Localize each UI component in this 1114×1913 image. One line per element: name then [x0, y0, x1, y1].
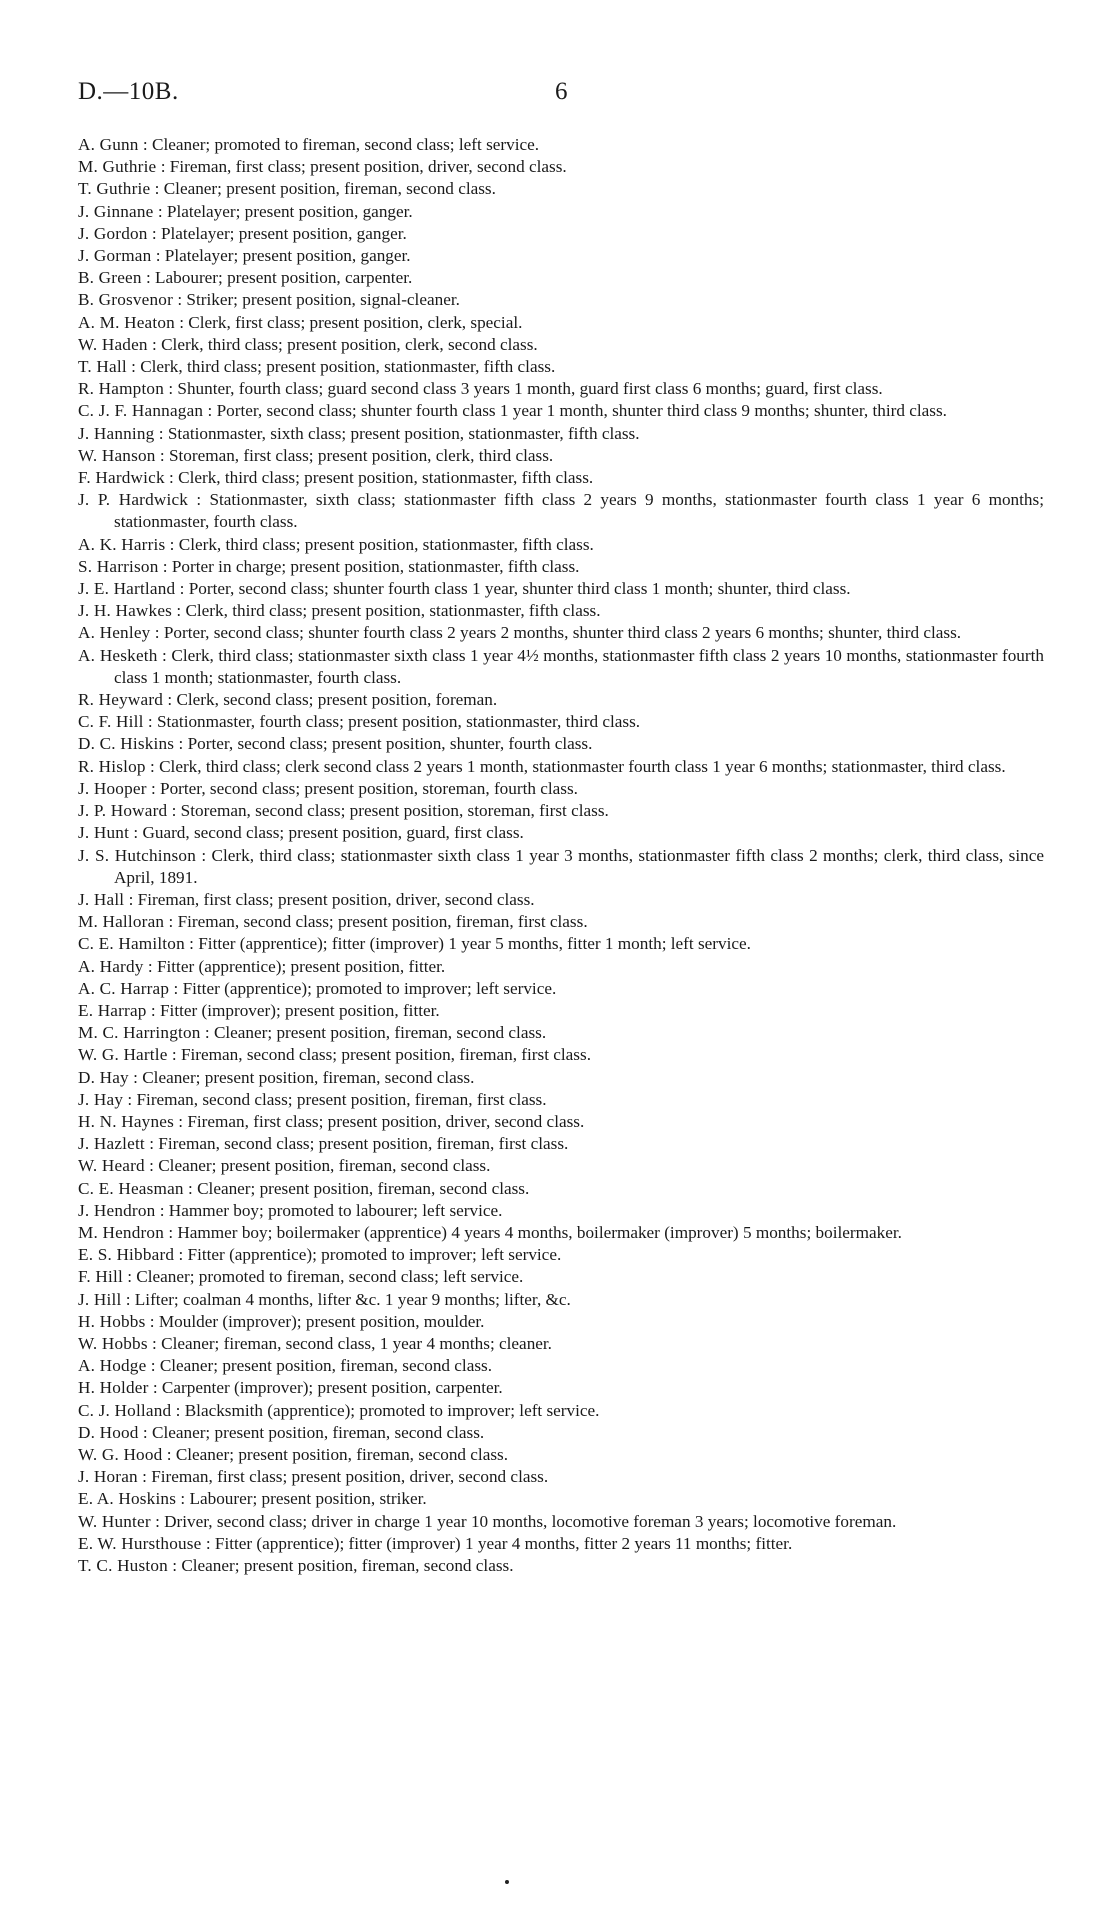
staff-entry: J. P. Howard : Storeman, second class; present position, storeman, first class. [78, 801, 609, 821]
staff-record: Cleaner; present position, fireman, second class. [175, 1444, 509, 1464]
staff-entry: A. Henley : Porter, second class; shunter fourth class 2 years 2 months, shunter third class 2 years 6 months; shunter, third class. [78, 623, 962, 643]
staff-name: J. S. Hutchinson [78, 845, 197, 865]
staff-name: C. J. F. Hannagan [78, 401, 204, 421]
staff-record: Fireman, first class; present position, driver, second class. [151, 1467, 549, 1487]
staff-name: C. J. Holland [78, 1400, 172, 1420]
staff-record: Driver, second class; driver in charge 1 year 10 months, locomotive foreman 3 years; locomotive foreman. [164, 1511, 897, 1531]
staff-name: J. Horan [78, 1467, 138, 1487]
staff-name: F. Hardwick [78, 468, 165, 488]
staff-record: Lifter; coalman 4 months, lifter &c. 1 year 9 months; lifter, &c. [134, 1289, 571, 1309]
staff-name: D. Hood [78, 1422, 139, 1442]
staff-record: Cleaner; present position, fireman, second class. [151, 1422, 485, 1442]
staff-name: S. Harrison [78, 556, 159, 576]
staff-record: Hammer boy; boilermaker (apprentice) 4 years 4 months, boilermaker (improver) 5 months; boilermaker. [177, 1222, 902, 1242]
staff-name: R. Hislop [78, 756, 146, 776]
staff-entry: C. F. Hill : Stationmaster, fourth class; present position, stationmaster, third class. [78, 712, 641, 732]
staff-record: Porter, second class; shunter fourth class 2 years 2 months, shunter third class 2 years 6 months; shunter, third class. [163, 623, 962, 643]
staff-name: E. A. Hoskins [78, 1489, 177, 1509]
staff-record: Clerk, third class; stationmaster sixth class 1 year 4½ months, stationmaster fifth class 2 years 10 months, stationmaster fourth class 1 month; stationmaster, fourth class. [114, 645, 1044, 687]
staff-entry: J. Hall : Fireman, first class; present position, driver, second class. [78, 889, 535, 909]
staff-name: T. C. Huston [78, 1556, 168, 1575]
staff-record: Cleaner; present position, fireman, second class. [142, 1067, 475, 1087]
staff-name: J. Hall [78, 889, 125, 909]
staff-entry: J. Gorman : Platelayer; present position, ganger. [78, 246, 411, 266]
staff-name: J. P. Hardwick [78, 490, 189, 510]
staff-record: Blacksmith (apprentice); promoted to improver; left service. [184, 1400, 600, 1420]
staff-record: Stationmaster, fourth class; present position, stationmaster, third class. [156, 712, 641, 732]
staff-name: J. Hunt [78, 823, 130, 843]
staff-name: A. K. Harris [78, 534, 166, 554]
staff-entry: J. Gordon : Platelayer; present position, ganger. [78, 223, 407, 243]
staff-entry: W. Haden : Clerk, third class; present position, clerk, second class. [78, 334, 538, 354]
staff-entry: W. G. Hood : Cleaner; present position, fireman, second class. [78, 1444, 509, 1464]
staff-name: J. E. Hartland [78, 579, 176, 599]
staff-name: R. Hampton [78, 379, 165, 399]
staff-entry: J. Hill : Lifter; coalman 4 months, lifter &c. 1 year 9 months; lifter, &c. [78, 1289, 571, 1309]
staff-entry: A. Hesketh : Clerk, third class; stationmaster sixth class 1 year 4½ months, stationmaster fifth class 2 years 10 months, stationmaster fourth class 1 month; stationmaster, fourth class. [78, 645, 1044, 687]
staff-name: J. Hooper [78, 778, 147, 798]
staff-entry: J. Hazlett : Fireman, second class; present position, fireman, first class. [78, 1134, 569, 1154]
staff-name: J. Hill [78, 1289, 122, 1309]
staff-entry: B. Grosvenor : Striker; present position, signal-cleaner. [78, 290, 460, 310]
staff-entry: W. Hunter : Driver, second class; driver in charge 1 year 10 months, locomotive foreman 3 years; locomotive foreman. [78, 1511, 897, 1531]
staff-name: A. Hardy [78, 956, 144, 976]
staff-record: Shunter, fourth class; guard second class 3 years 1 month, guard first class 6 months; guard, first class. [177, 379, 883, 399]
staff-entry: D. Hay : Cleaner; present position, fireman, second class. [78, 1067, 475, 1087]
staff-record: Clerk, third class; clerk second class 2 years 1 month, stationmaster fourth class 1 year 6 months; stationmaster, third class. [159, 756, 1006, 776]
staff-entry: E. S. Hibbard : Fitter (apprentice); promoted to improver; left service. [78, 1245, 562, 1265]
staff-name: W. Hunter [78, 1511, 151, 1531]
staff-entry: J. Horan : Fireman, first class; present position, driver, second class. [78, 1467, 549, 1487]
staff-entry: J. Ginnane : Platelayer; present position, ganger. [78, 201, 413, 221]
staff-record: Hammer boy; promoted to labourer; left service. [168, 1200, 503, 1220]
staff-entry: W. Hobbs : Cleaner; fireman, second class, 1 year 4 months; cleaner. [78, 1333, 552, 1353]
staff-name: W. Heard [78, 1156, 145, 1176]
staff-record: Storeman, second class; present position, storeman, first class. [180, 801, 609, 821]
staff-entry: W. G. Hartle : Fireman, second class; present position, fireman, first class. [78, 1045, 591, 1065]
staff-record: Cleaner; present position, fireman, second class. [159, 1356, 493, 1376]
staff-record: Stationmaster, sixth class; present position, stationmaster, fifth class. [167, 423, 640, 443]
staff-entry: J. Hunt : Guard, second class; present position, guard, first class. [78, 823, 524, 843]
staff-name: M. Hendron [78, 1222, 165, 1242]
staff-entry: M. Hendron : Hammer boy; boilermaker (apprentice) 4 years 4 months, boilermaker (improver) 5 months; boilermaker. [78, 1222, 902, 1242]
staff-record: Cleaner; promoted to fireman, second class; left service. [151, 135, 540, 154]
staff-record: Platelayer; present position, ganger. [160, 223, 407, 243]
staff-entry: D. Hood : Cleaner; present position, fireman, second class. [78, 1422, 485, 1442]
staff-entry: A. Hodge : Cleaner; present position, fireman, second class. [78, 1356, 493, 1376]
staff-name: H. Hobbs [78, 1311, 146, 1331]
staff-name: M. C. Harrington [78, 1023, 201, 1043]
page-number: 6 [555, 78, 568, 105]
staff-entry: J. P. Hardwick : Stationmaster, sixth class; stationmaster fifth class 2 years 9 months, stationmaster fourth class 1 year 6 months; stationmaster, fourth class. [78, 490, 1044, 532]
staff-record: Platelayer; present position, ganger. [166, 201, 413, 221]
staff-name: J. P. Howard [78, 801, 168, 821]
staff-record: Porter in charge; present position, stationmaster, fifth class. [171, 556, 580, 576]
staff-name: A. C. Harrap [78, 978, 170, 998]
staff-name: B. Grosvenor [78, 290, 174, 310]
staff-name: C. E. Heasman [78, 1178, 184, 1198]
staff-entry: H. N. Haynes : Fireman, first class; present position, driver, second class. [78, 1111, 585, 1131]
staff-name: W. Haden [78, 334, 148, 354]
staff-record: Guard, second class; present position, guard, first class. [142, 823, 524, 843]
staff-name: W. G. Hartle [78, 1045, 168, 1065]
staff-record: Fitter (apprentice); promoted to improver; left service. [182, 978, 557, 998]
staff-entry: A. Gunn : Cleaner; promoted to fireman, second class; left service. [78, 135, 540, 154]
staff-entry: F. Hill : Cleaner; promoted to fireman, second class; left service. [78, 1267, 524, 1287]
staff-entry: B. Green : Labourer; present position, carpenter. [78, 268, 413, 288]
staff-name: J. Gorman [78, 246, 152, 266]
staff-record: Clerk, third class; present position, clerk, second class. [161, 334, 538, 354]
staff-record: Fireman, second class; present position, fireman, first class. [158, 1134, 569, 1154]
staff-record: Fitter (apprentice); fitter (improver) 1 year 4 months, fitter 2 years 11 months; fitter. [214, 1533, 793, 1553]
staff-name: A. Hesketh [78, 645, 158, 665]
staff-record: Fireman, first class; present position, driver, second class. [137, 889, 535, 909]
staff-entry: R. Heyward : Clerk, second class; present position, foreman. [78, 690, 498, 710]
staff-name: C. F. Hill [78, 712, 144, 732]
staff-entry: J. H. Hawkes : Clerk, third class; present position, stationmaster, fifth class. [78, 601, 601, 621]
staff-entry: A. M. Heaton : Clerk, first class; present position, clerk, special. [78, 312, 523, 332]
staff-record: Clerk, third class; present position, stationmaster, fifth class. [178, 534, 594, 554]
staff-name: D. Hay [78, 1067, 129, 1087]
staff-record: Fireman, first class; present position, driver, second class. [187, 1111, 585, 1131]
staff-name: E. Harrap [78, 1000, 147, 1020]
staff-record: Clerk, first class; present position, clerk, special. [188, 312, 523, 332]
staff-entry: W. Hanson : Storeman, first class; present position, clerk, third class. [78, 445, 554, 465]
staff-entry: J. Hooper : Porter, second class; present position, storeman, fourth class. [78, 778, 578, 798]
staff-entry: M. C. Harrington : Cleaner; present position, fireman, second class. [78, 1023, 547, 1043]
staff-name: A. Gunn [78, 135, 139, 154]
staff-name: J. Gordon [78, 223, 148, 243]
staff-name: J. H. Hawkes [78, 601, 173, 621]
staff-entry: D. C. Hiskins : Porter, second class; present position, shunter, fourth class. [78, 734, 593, 754]
staff-record: Cleaner; promoted to fireman, second class; left service. [136, 1267, 524, 1287]
staff-record: Clerk, third class; present position, stationmaster, fifth class. [185, 601, 601, 621]
staff-entry: A. Hardy : Fitter (apprentice); present position, fitter. [78, 956, 446, 976]
staff-name: W. Hanson [78, 445, 156, 465]
staff-name: E. S. Hibbard [78, 1245, 175, 1265]
staff-name: T. Guthrie [78, 179, 151, 199]
staff-name: H. Holder [78, 1378, 149, 1398]
staff-record: Porter, second class; shunter fourth class 1 year 1 month, shunter third class 9 months; shunter, third class. [216, 401, 947, 421]
footer-dot [505, 1880, 509, 1884]
staff-name: F. Hill [78, 1267, 123, 1287]
staff-record: Fireman, second class; present position, fireman, first class. [180, 1045, 591, 1065]
staff-record: Carpenter (improver); present position, carpenter. [161, 1378, 503, 1398]
staff-entry: J. E. Hartland : Porter, second class; shunter fourth class 1 year, shunter third class 1 month; shunter, third class. [78, 579, 851, 599]
staff-name: M. Guthrie [78, 157, 157, 177]
page-header [78, 78, 1038, 108]
staff-record: Clerk, third class; present position, stationmaster, fifth class. [140, 357, 556, 377]
staff-entry: A. C. Harrap : Fitter (apprentice); promoted to improver; left service. [78, 978, 557, 998]
staff-name: J. Hay [78, 1089, 124, 1109]
staff-entry: E. Harrap : Fitter (improver); present position, fitter. [78, 1000, 440, 1020]
staff-name: H. N. Haynes [78, 1111, 174, 1131]
staff-entry-list [78, 134, 1044, 1577]
staff-record: Labourer; present position, carpenter. [155, 268, 413, 288]
staff-record: Cleaner; fireman, second class, 1 year 4 months; cleaner. [161, 1333, 552, 1353]
staff-entry: A. K. Harris : Clerk, third class; present position, stationmaster, fifth class. [78, 534, 594, 554]
staff-entry: J. Hay : Fireman, second class; present position, fireman, first class. [78, 1089, 547, 1109]
staff-name: R. Heyward [78, 690, 164, 710]
staff-name: J. Ginnane [78, 201, 154, 221]
staff-entry: S. Harrison : Porter in charge; present position, stationmaster, fifth class. [78, 556, 580, 576]
staff-record: Cleaner; present position, fireman, second class. [213, 1023, 547, 1043]
staff-record: Cleaner; present position, fireman, second class. [197, 1178, 530, 1198]
staff-record: Porter, second class; shunter fourth class 1 year, shunter third class 1 month; shunter, third class. [188, 579, 851, 599]
staff-entry: C. E. Heasman : Cleaner; present position, fireman, second class. [78, 1178, 530, 1198]
staff-entry: C. J. Holland : Blacksmith (apprentice); promoted to improver; left service. [78, 1400, 600, 1420]
document-reference: D.—10B. [78, 78, 179, 105]
staff-record: Fireman, second class; present position, fireman, first class. [136, 1089, 547, 1109]
staff-record: Cleaner; present position, fireman, second class. [163, 179, 496, 199]
staff-record: Fitter (apprentice); fitter (improver) 1 year 5 months, fitter 1 month; left service. [198, 934, 751, 954]
staff-name: A. Henley [78, 623, 151, 643]
staff-name: D. C. Hiskins [78, 734, 175, 754]
staff-record: Striker; present position, signal-cleaner. [186, 290, 460, 310]
staff-name: E. W. Hursthouse [78, 1533, 202, 1553]
staff-record: Fitter (improver); present position, fitter. [159, 1000, 440, 1020]
staff-entry: H. Holder : Carpenter (improver); present position, carpenter. [78, 1378, 503, 1398]
staff-name: J. Hazlett [78, 1134, 145, 1154]
staff-name: J. Hendron [78, 1200, 156, 1220]
staff-record: Storeman, first class; present position, clerk, third class. [168, 445, 554, 465]
staff-entry: C. E. Hamilton : Fitter (apprentice); fitter (improver) 1 year 5 months, fitter 1 month; left service. [78, 934, 751, 954]
staff-name: W. Hobbs [78, 1333, 148, 1353]
staff-entry: J. Hanning : Stationmaster, sixth class; present position, stationmaster, fifth class. [78, 423, 640, 443]
staff-entry: E. A. Hoskins : Labourer; present position, striker. [78, 1489, 427, 1509]
staff-entry: R. Hislop : Clerk, third class; clerk second class 2 years 1 month, stationmaster fourth class 1 year 6 months; stationmaster, third class. [78, 756, 1006, 776]
staff-record: Clerk, second class; present position, foreman. [176, 690, 498, 710]
staff-entry: T. Hall : Clerk, third class; present position, stationmaster, fifth class. [78, 357, 556, 377]
staff-record: Stationmaster, sixth class; stationmaster fifth class 2 years 9 months, stationmaster fourth class 1 year 6 months; stationmaster, fourth class. [114, 490, 1044, 532]
staff-record: Platelayer; present position, ganger. [164, 246, 411, 266]
staff-entry: M. Halloran : Fireman, second class; present position, fireman, first class. [78, 912, 588, 932]
staff-record: Cleaner; present position, fireman, second class. [158, 1156, 491, 1176]
staff-name: J. Hanning [78, 423, 155, 443]
staff-record: Fireman, first class; present position, driver, second class. [169, 157, 567, 177]
staff-entry: R. Hampton : Shunter, fourth class; guard second class 3 years 1 month, guard first class 6 months; guard, first class. [78, 379, 883, 399]
staff-entry: F. Hardwick : Clerk, third class; present position, stationmaster, fifth class. [78, 468, 594, 488]
staff-entry: C. J. F. Hannagan : Porter, second class; shunter fourth class 1 year 1 month, shunter third class 9 months; shunter, third class. [78, 401, 947, 421]
staff-record: Clerk, third class; stationmaster sixth class 1 year 3 months, stationmaster fifth class 2 months; clerk, third class, since April, 1891. [114, 845, 1045, 887]
staff-name: A. M. Heaton [78, 312, 175, 332]
staff-record: Fireman, second class; present position, fireman, first class. [177, 912, 588, 932]
staff-record: Cleaner; present position, fireman, second class. [181, 1556, 514, 1575]
staff-entry: J. Hendron : Hammer boy; promoted to labourer; left service. [78, 1200, 503, 1220]
staff-name: B. Green [78, 268, 142, 288]
staff-name: T. Hall [78, 357, 127, 377]
staff-record: Fitter (apprentice); present position, fitter. [156, 956, 446, 976]
staff-record: Moulder (improver); present position, moulder. [158, 1311, 485, 1331]
staff-entry: H. Hobbs : Moulder (improver); present position, moulder. [78, 1311, 485, 1331]
staff-record: Porter, second class; present position, storeman, fourth class. [160, 778, 578, 798]
staff-name: W. G. Hood [78, 1444, 163, 1464]
staff-name: A. Hodge [78, 1356, 147, 1376]
staff-name: C. E. Hamilton [78, 934, 185, 954]
staff-record: Labourer; present position, striker. [189, 1489, 427, 1509]
staff-entry: J. S. Hutchinson : Clerk, third class; stationmaster sixth class 1 year 3 months, stationmaster fifth class 2 months; clerk, third class, since April, 1891. [78, 845, 1045, 887]
staff-entry: T. Guthrie : Cleaner; present position, fireman, second class. [78, 179, 496, 199]
staff-record: Clerk, third class; present position, stationmaster, fifth class. [178, 468, 594, 488]
staff-entry: E. W. Hursthouse : Fitter (apprentice); fitter (improver) 1 year 4 months, fitter 2 years 11 months; fitter. [78, 1533, 793, 1553]
staff-record: Porter, second class; present position, shunter, fourth class. [187, 734, 593, 754]
staff-entry: T. C. Huston : Cleaner; present position, fireman, second class. [78, 1556, 514, 1575]
staff-name: M. Halloran [78, 912, 165, 932]
staff-entry: M. Guthrie : Fireman, first class; present position, driver, second class. [78, 157, 567, 177]
staff-record: Fitter (apprentice); promoted to improver; left service. [187, 1245, 562, 1265]
staff-entry: W. Heard : Cleaner; present position, fireman, second class. [78, 1156, 491, 1176]
